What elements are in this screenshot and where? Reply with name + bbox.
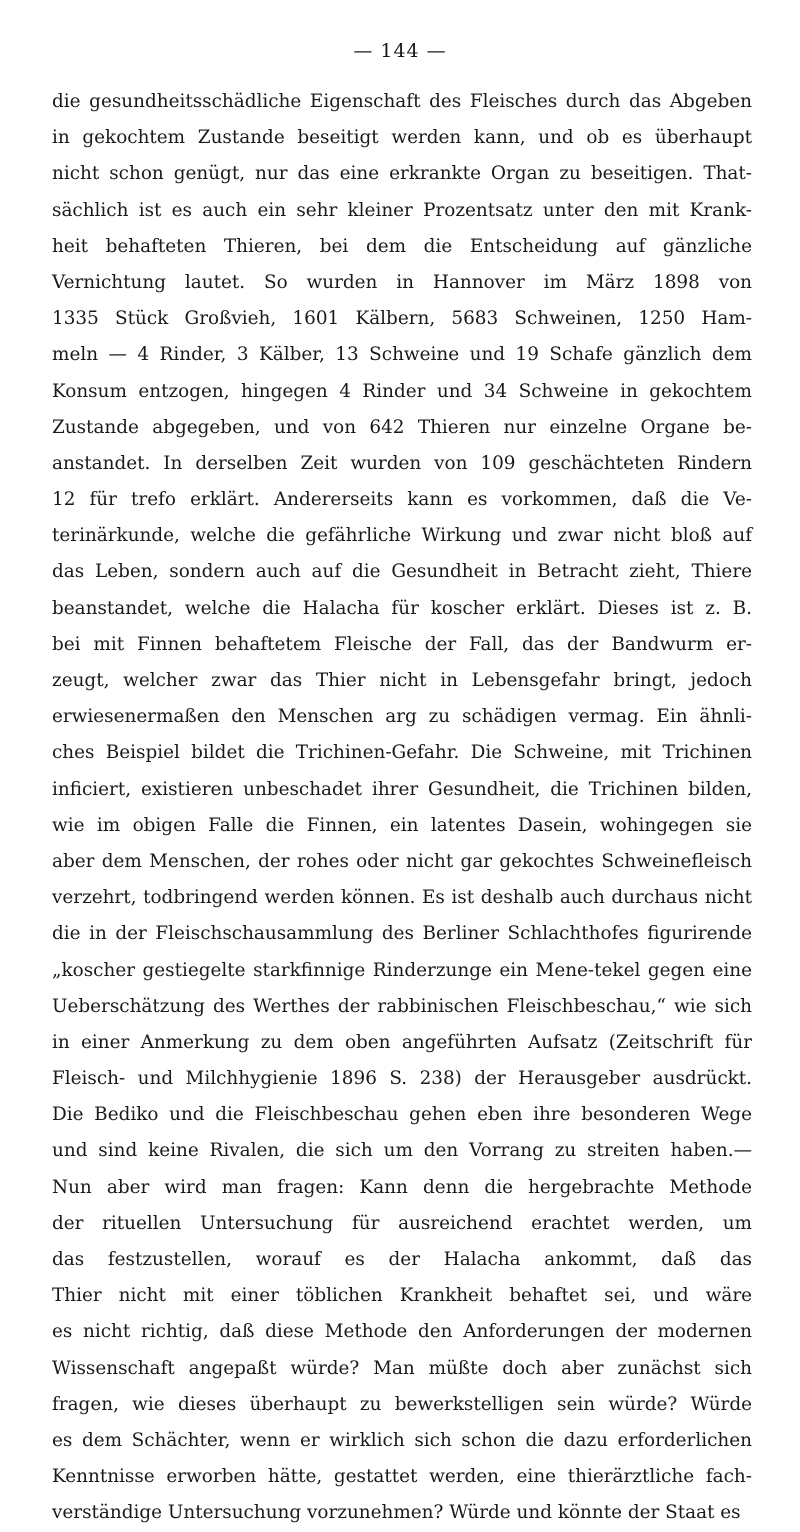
text-line: 1335 Stück Großvieh, 1601 Kälbern, 5683 Schweinen, 1250 Ham- bbox=[52, 308, 752, 330]
page-number: — 144 — bbox=[353, 40, 447, 62]
text-line: beanstandet, welche die Halacha für koscher erklärt. Dieses ist z. B. bbox=[52, 597, 752, 619]
text-line: in gekochtem Zustande beseitigt werden kann, und ob es überhaupt bbox=[52, 127, 752, 149]
text-line: wie im obigen Falle die Finnen, ein latentes Dasein, wohingegen sie bbox=[52, 814, 752, 836]
text-line: Fleisch- und Milchhygienie 1896 S. 238) der Herausgeber ausdrückt. bbox=[52, 1068, 752, 1090]
text-line: Kenntnisse erworben hätte, gestattet werden, eine thierärztliche fach- bbox=[52, 1466, 752, 1488]
text-line: nicht schon genügt, nur das eine erkrankte Organ zu beseitigen. That- bbox=[52, 163, 752, 185]
text-line: anstandet. In derselben Zeit wurden von 109 geschächteten Rindern bbox=[52, 452, 752, 474]
text-line: ches Beispiel bildet die Trichinen-Gefahr. Die Schweine, mit Trichinen bbox=[52, 742, 752, 764]
text-line: Zustande abgegeben, und von 642 Thieren nur einzelne Organe be- bbox=[52, 416, 752, 438]
text-line: fragen, wie dieses überhaupt zu bewerkstelligen sein würde? Würde bbox=[52, 1393, 752, 1415]
text-line: 12 für trefo erklärt. Andererseits kann es vorkommen, daß die Ve- bbox=[52, 489, 752, 511]
text-line: Wissenschaft angepaßt würde? Man müßte doch aber zunächst sich bbox=[52, 1357, 752, 1379]
body-text bbox=[52, 84, 752, 1532]
text-line: terinärkunde, welche die gefährliche Wirkung und zwar nicht bloß auf bbox=[52, 525, 752, 547]
text-line: verständige Untersuchung vorzunehmen? Würde und könnte der Staat es bbox=[52, 1502, 741, 1524]
text-line: Nun aber wird man fragen: Kann denn die hergebrachte Methode bbox=[52, 1176, 752, 1198]
text-line: Konsum entzogen, hingegen 4 Rinder und 34 Schweine in gekochtem bbox=[52, 380, 752, 402]
text-line: aber dem Menschen, der rohes oder nicht gar gekochtes Schweinefleisch bbox=[52, 850, 752, 872]
text-line: Vernichtung lautet. So wurden in Hannover im März 1898 von bbox=[52, 271, 752, 293]
text-line: Thier nicht mit einer töblichen Krankheit behaftet sei, und wäre bbox=[52, 1285, 752, 1307]
text-line: Die Bediko und die Fleischbeschau gehen eben ihre besonderen Wege bbox=[52, 1104, 752, 1126]
text-line: die gesundheitsschädliche Eigenschaft des Fleisches durch das Abgeben bbox=[52, 91, 752, 112]
text-line: erwiesenermaßen den Menschen arg zu schädigen vermag. Ein ähnli- bbox=[52, 706, 752, 728]
text-line: meln — 4 Rinder, 3 Kälber, 13 Schweine und 19 Schafe gänzlich dem bbox=[52, 344, 752, 366]
text-line: inficiert, existieren unbeschadet ihrer Gesundheit, die Trichinen bilden, bbox=[52, 778, 752, 800]
text-line: sächlich ist es auch ein sehr kleiner Prozentsatz unter den mit Krank- bbox=[52, 199, 752, 221]
text-line: heit behafteten Thieren, bei dem die Entscheidung auf gänzliche bbox=[52, 235, 752, 257]
text-line: Ueberschätzung des Werthes der rabbinischen Fleischbeschau,“ wie sich bbox=[52, 995, 752, 1017]
text-line: der rituellen Untersuchung für ausreichend erachtet werden, um bbox=[52, 1212, 752, 1234]
text-line: es dem Schächter, wenn er wirklich sich schon die dazu erforderlichen bbox=[52, 1429, 752, 1451]
text-line: bei mit Finnen behaftetem Fleische der Fall, das der Bandwurm er- bbox=[52, 633, 752, 655]
text-line: verzehrt, todbringend werden können. Es ist deshalb auch durchaus nicht bbox=[52, 887, 752, 909]
text-line: das Leben, sondern auch auf die Gesundheit in Betracht zieht, Thiere bbox=[52, 561, 752, 583]
text-line: „koscher gestiegelte starkfinnige Rinderzunge ein Mene-tekel gegen eine bbox=[52, 959, 752, 981]
text-line: das festzustellen, worauf es der Halacha ankommt, daß das bbox=[52, 1249, 752, 1270]
text-line: es nicht richtig, daß diese Methode den Anforderungen der modernen bbox=[52, 1321, 752, 1343]
text-line: in einer Anmerkung zu dem oben angeführten Aufsatz (Zeitschrift für bbox=[52, 1031, 752, 1053]
text-line: zeugt, welcher zwar das Thier nicht in Lebensgefahr bringt, jedoch bbox=[52, 670, 752, 691]
text-line: die in der Fleischschausammlung des Berliner Schlachthofes figurirende bbox=[52, 923, 752, 945]
text-line: und sind keine Rivalen, die sich um den Vorrang zu streiten haben.— bbox=[52, 1140, 752, 1162]
